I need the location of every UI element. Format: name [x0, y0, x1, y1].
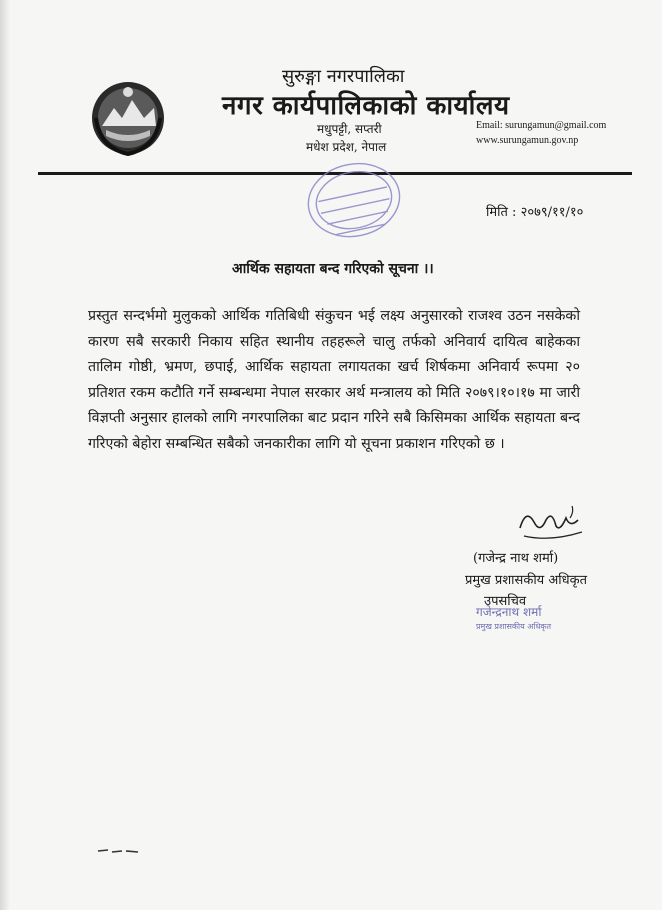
- signatory-title: प्रमुख प्रशासकीय अधिकृत: [465, 573, 588, 588]
- signature-stamp-title: प्रमुख प्रशासकीय अधिकृत: [476, 622, 552, 631]
- notice-subject: आर्थिक सहायता बन्द गरिएको सूचना ।।: [232, 261, 434, 277]
- nepal-government-emblem-icon: [88, 78, 168, 158]
- signatory-name: (गजेन्द्र नाथ शर्मा): [473, 551, 559, 566]
- notice-body: प्रस्तुत सन्दर्भमो मुलुकको आर्थिक गतिबिधी संकुचन भई लक्ष्य अनुसारको राजश्व उठन नसकेको कारण सबै सरकारी निकाय सहित स्थानीय तहहरूले चालु तर्फको अनिवार्य दायित्व बाहेकका तालिम गोष्ठी, भ्रमण, छपाई, आर्थिक सहायता लगायतका खर्च शिर्षकमा अनिवार्य रूपमा २० प्रतिशत रकम कटौति गर्ने सम्बन्धमा नेपाल सरकार अर्थ मन्त्रालय को मिति २०७९।१०।१७ मा जारी विज्ञप्ती अनुसार हालको लागि नगरपालिका बाट प्रदान गरिने सबै किसिमका आर्थिक सहायता बन्द गरिएको बेहोरा सम्बन्धित सबैको जनकारीका लागि यो सूचना प्रकाशन गरिएको छ ।: [88, 308, 580, 452]
- scan-edge-shadow: [0, 0, 10, 910]
- handwritten-signature-icon: [512, 498, 592, 548]
- office-name: नगर कार्यपालिकाको कार्यालय: [222, 91, 510, 121]
- municipality-name: सुरुङ्गा नगरपालिका: [282, 66, 405, 87]
- office-seal-stamp-icon: [290, 150, 420, 260]
- address-line-1: मधुपट्टी, सप्तरी: [317, 122, 382, 136]
- scan-smudge: [96, 847, 140, 855]
- signatory-subtitle: उपसचिव: [484, 594, 527, 609]
- contact-email: Email: surungamun@gmail.com: [476, 120, 607, 131]
- notice-date: मिति : २०७९/११/१०: [486, 205, 584, 220]
- address-line-2: मधेश प्रदेश, नेपाल: [306, 140, 387, 154]
- signature-stamp-name: गजेन्द्रनाथ शर्मा: [476, 605, 542, 619]
- contact-website: www.surungamun.gov.np: [476, 135, 579, 146]
